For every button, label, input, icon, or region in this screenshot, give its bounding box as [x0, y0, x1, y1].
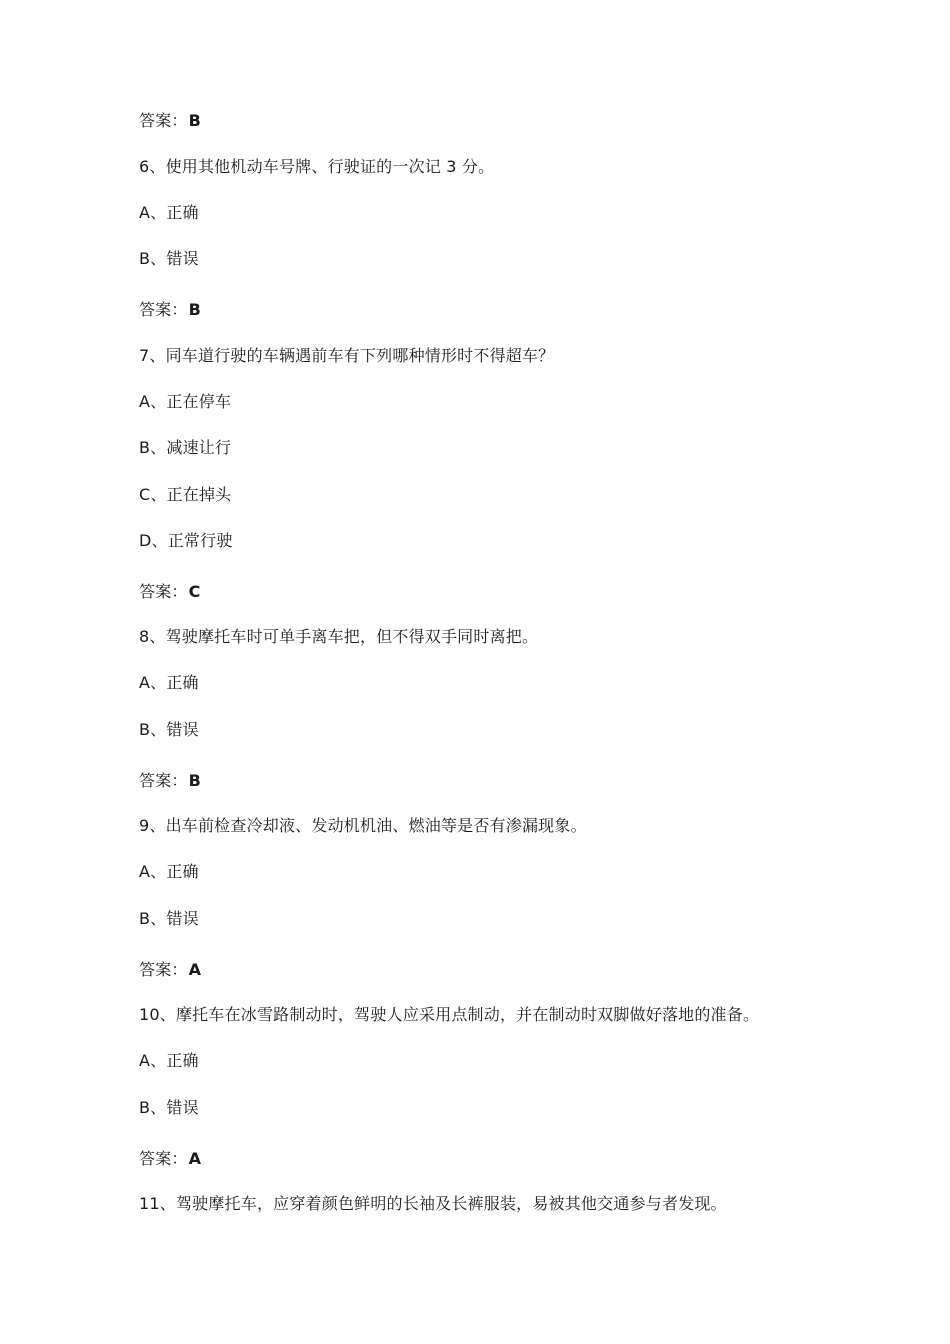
option-a: A、正确	[139, 862, 199, 881]
question-6: 6、使用其他机动车号牌、行驶证的一次记 3 分。	[139, 157, 495, 176]
answer-line	[139, 771, 201, 791]
option-a: A、正确	[139, 203, 199, 222]
answer-value: B	[188, 111, 202, 130]
answer-line	[139, 960, 201, 980]
answer-value: B	[188, 300, 202, 319]
answer-label: 答案：	[139, 582, 188, 601]
question-11: 11、驾驶摩托车，应穿着颜色鲜明的长袖及长裤服装，易被其他交通参与者发现。	[139, 1194, 727, 1213]
option-b: B、错误	[139, 249, 199, 268]
answer-value: C	[188, 582, 201, 601]
question-10: 10、摩托车在冰雪路制动时，驾驶人应采用点制动，并在制动时双脚做好落地的准备。	[139, 1005, 760, 1024]
option-c: C、正在掉头	[139, 485, 232, 504]
answer-label: 答案：	[139, 960, 188, 979]
answer-line	[139, 582, 201, 602]
option-a: A、正在停车	[139, 392, 232, 411]
question-7: 7、同车道行驶的车辆遇前车有下列哪种情形时不得超车？	[139, 346, 555, 365]
answer-line	[139, 1149, 201, 1169]
option-a: A、正确	[139, 673, 199, 692]
option-b: B、错误	[139, 909, 199, 928]
question-8: 8、驾驶摩托车时可单手离车把，但不得双手同时离把。	[139, 627, 539, 646]
answer-label: 答案：	[139, 111, 188, 130]
option-b: B、错误	[139, 1098, 199, 1117]
option-b: B、减速让行	[139, 438, 232, 457]
answer-value: A	[188, 1149, 202, 1168]
option-b: B、错误	[139, 720, 199, 739]
answer-label: 答案：	[139, 300, 188, 319]
answer-value: B	[188, 771, 202, 790]
answer-label: 答案：	[139, 1149, 188, 1168]
answer-label: 答案：	[139, 771, 188, 790]
answer-line	[139, 111, 201, 131]
option-d: D、正常行驶	[139, 531, 233, 550]
answer-line	[139, 300, 201, 320]
option-a: A、正确	[139, 1051, 199, 1070]
question-9: 9、出车前检查冷却液、发动机机油、燃油等是否有渗漏现象。	[139, 816, 587, 835]
answer-value: A	[188, 960, 202, 979]
